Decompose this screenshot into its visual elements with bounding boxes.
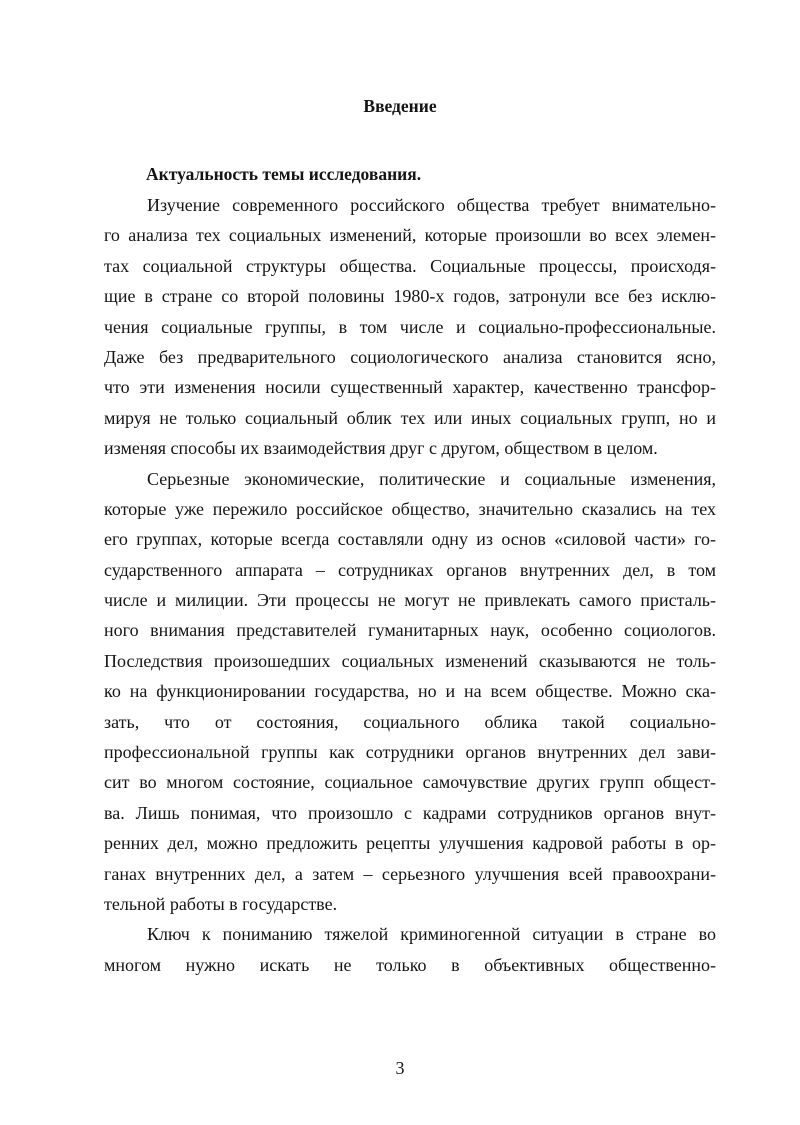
text-line: которые уже пережило российское общество, значительно сказались на тех [104, 498, 716, 519]
text-line: Серьезные экономические, политические и социальные изменения, [147, 468, 716, 489]
body-text [104, 190, 716, 980]
text-line: го анализа тех социальных изменений, которые произошли во всех элемен- [104, 225, 716, 246]
text-line: ного внимания представителей гуманитарных наук, особенно социологов. [104, 620, 716, 641]
page-number: 3 [395, 1058, 405, 1078]
text-line: что эти изменения носили существенный характер, качественно трансфор- [104, 377, 716, 398]
text-line: ко на функционировании государства, но и на всем обществе. Можно ска- [104, 681, 716, 702]
text-line: тах социальной структуры общества. Социальные процессы, происходя- [104, 255, 716, 276]
text-line: Последствия произошедших социальных изменений сказываются не толь- [104, 650, 716, 671]
text-line: изменяя способы их взаимодействия друг с другом, обществом в целом. [104, 438, 658, 459]
text-line: Ключ к пониманию тяжелой криминогенной ситуации в стране во [147, 924, 716, 945]
text-line: чения социальные группы, в том числе и социально-профессиональные. [104, 316, 716, 337]
text-line: ва. Лишь понимая, что произошло с кадрами сотрудников органов внут- [104, 802, 716, 823]
page-title: Введение [363, 96, 437, 116]
text-line: числе и милиции. Эти процессы не могут не привлекать самого присталь- [104, 590, 716, 611]
section-subheading: Актуальность темы исследования. [146, 164, 422, 184]
text-line: мируя не только социальный облик тех или иных социальных групп, но и [104, 407, 716, 428]
text-line: его группах, которые всегда составляли одну из основ «силовой части» го- [104, 529, 716, 550]
text-line: щие в стране со второй половины 1980-х годов, затронули все без исклю- [104, 286, 716, 307]
text-line: тельной работы в государстве. [104, 893, 338, 914]
text-line: сит во многом состояние, социальное самочувствие других групп общест- [104, 772, 716, 793]
text-line: Изучение современного российского общества требует внимательно- [147, 195, 716, 215]
text-line: ренних дел, можно предложить рецепты улучшения кадровой работы в ор- [104, 833, 716, 854]
text-line: ганах внутренних дел, а затем – серьезного улучшения всей правоохрани- [104, 863, 716, 884]
text-line: профессиональной группы как сотрудники органов внутренних дел зави- [104, 742, 716, 763]
text-line: многом нужно искать не только в объективных общественно- [104, 954, 716, 975]
text-line: сударственного аппарата – сотрудниках органов внутренних дел, в том [104, 559, 716, 580]
text-line: Даже без предварительного социологического анализа становится ясно, [104, 346, 716, 367]
text-line: зать, что от состояния, социального облика такой социально- [104, 711, 716, 732]
